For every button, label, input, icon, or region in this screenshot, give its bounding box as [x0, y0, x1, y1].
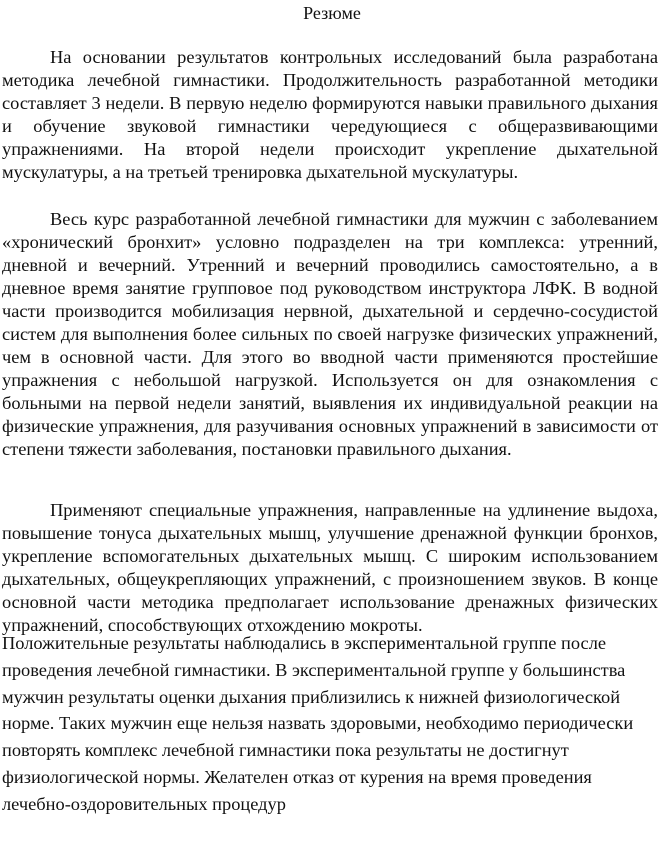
document-title: Резюме [303, 3, 361, 23]
paragraph-course-structure: Весь курс разработанной лечебной гимнастики для мужчин с заболеванием «хронический бронхит» условно подразделен на три комплекса: утренний, дневной и вечерний. Утренний и вечерний проводились самостоятельно, а в дневное время занятие групповое под руководством инструктора ЛФК. В водной части производится мобилизация нервной, дыхательной и сердечно-сосудистой систем для выполнения более сильных по своей нагрузке физических упражнений, чем в основной части. Для этого во вводной части применяются простейшие упражнения с небольшой нагрузкой. Используется он для ознакомления с больными на первой недели занятий, выявления их индивидуальной реакции на физические упражнения, для разучивания основных упражнений в зависимости от степени тяжести заболевания, постановки правильного дыхания. [2, 209, 658, 459]
paragraph-methodology: На основании результатов контрольных исследований была разработана методика лечебной гимнастики. Продолжительность разработанной методики составляет 3 недели. В первую неделю формируются навыки правильного дыхания и обучение звуковой гимнастики чередующиеся с общеразвивающими упражнениями. На второй недели происходит укрепление дыхательной мускулатуры, а на третьей тренировка дыхательной мускулатуры. [2, 47, 658, 182]
paragraph-special-exercises: Применяют специальные упражнения, направленные на удлинение выдоха, повышение тонуса дыхательных мышц, улучшение дренажной функции бронхов, укрепление вспомогательных дыхательных мышц. С широким использованием дыхательных, общеукрепляющих упражнений, с произношением звуков. В конце основной части методика предполагает использование дренажных физических упражнений, способствующих отхождению мокроты. [2, 500, 658, 635]
paragraph-results: Положительные результаты наблюдались в экспериментальной группе после проведения лечебной гимнастики. В экспериментальной группе у большинства мужчин результаты оценки дыхания приблизились к нижней физиологической норме. Таких мужчин еще нельзя назвать здоровыми, необходимо периодически повторять комплекс лечебной гимнастики пока результаты не достигнут физиологической нормы. Желателен отказ от курения на время проведения лечебно-оздоровительных процедур [2, 633, 634, 814]
